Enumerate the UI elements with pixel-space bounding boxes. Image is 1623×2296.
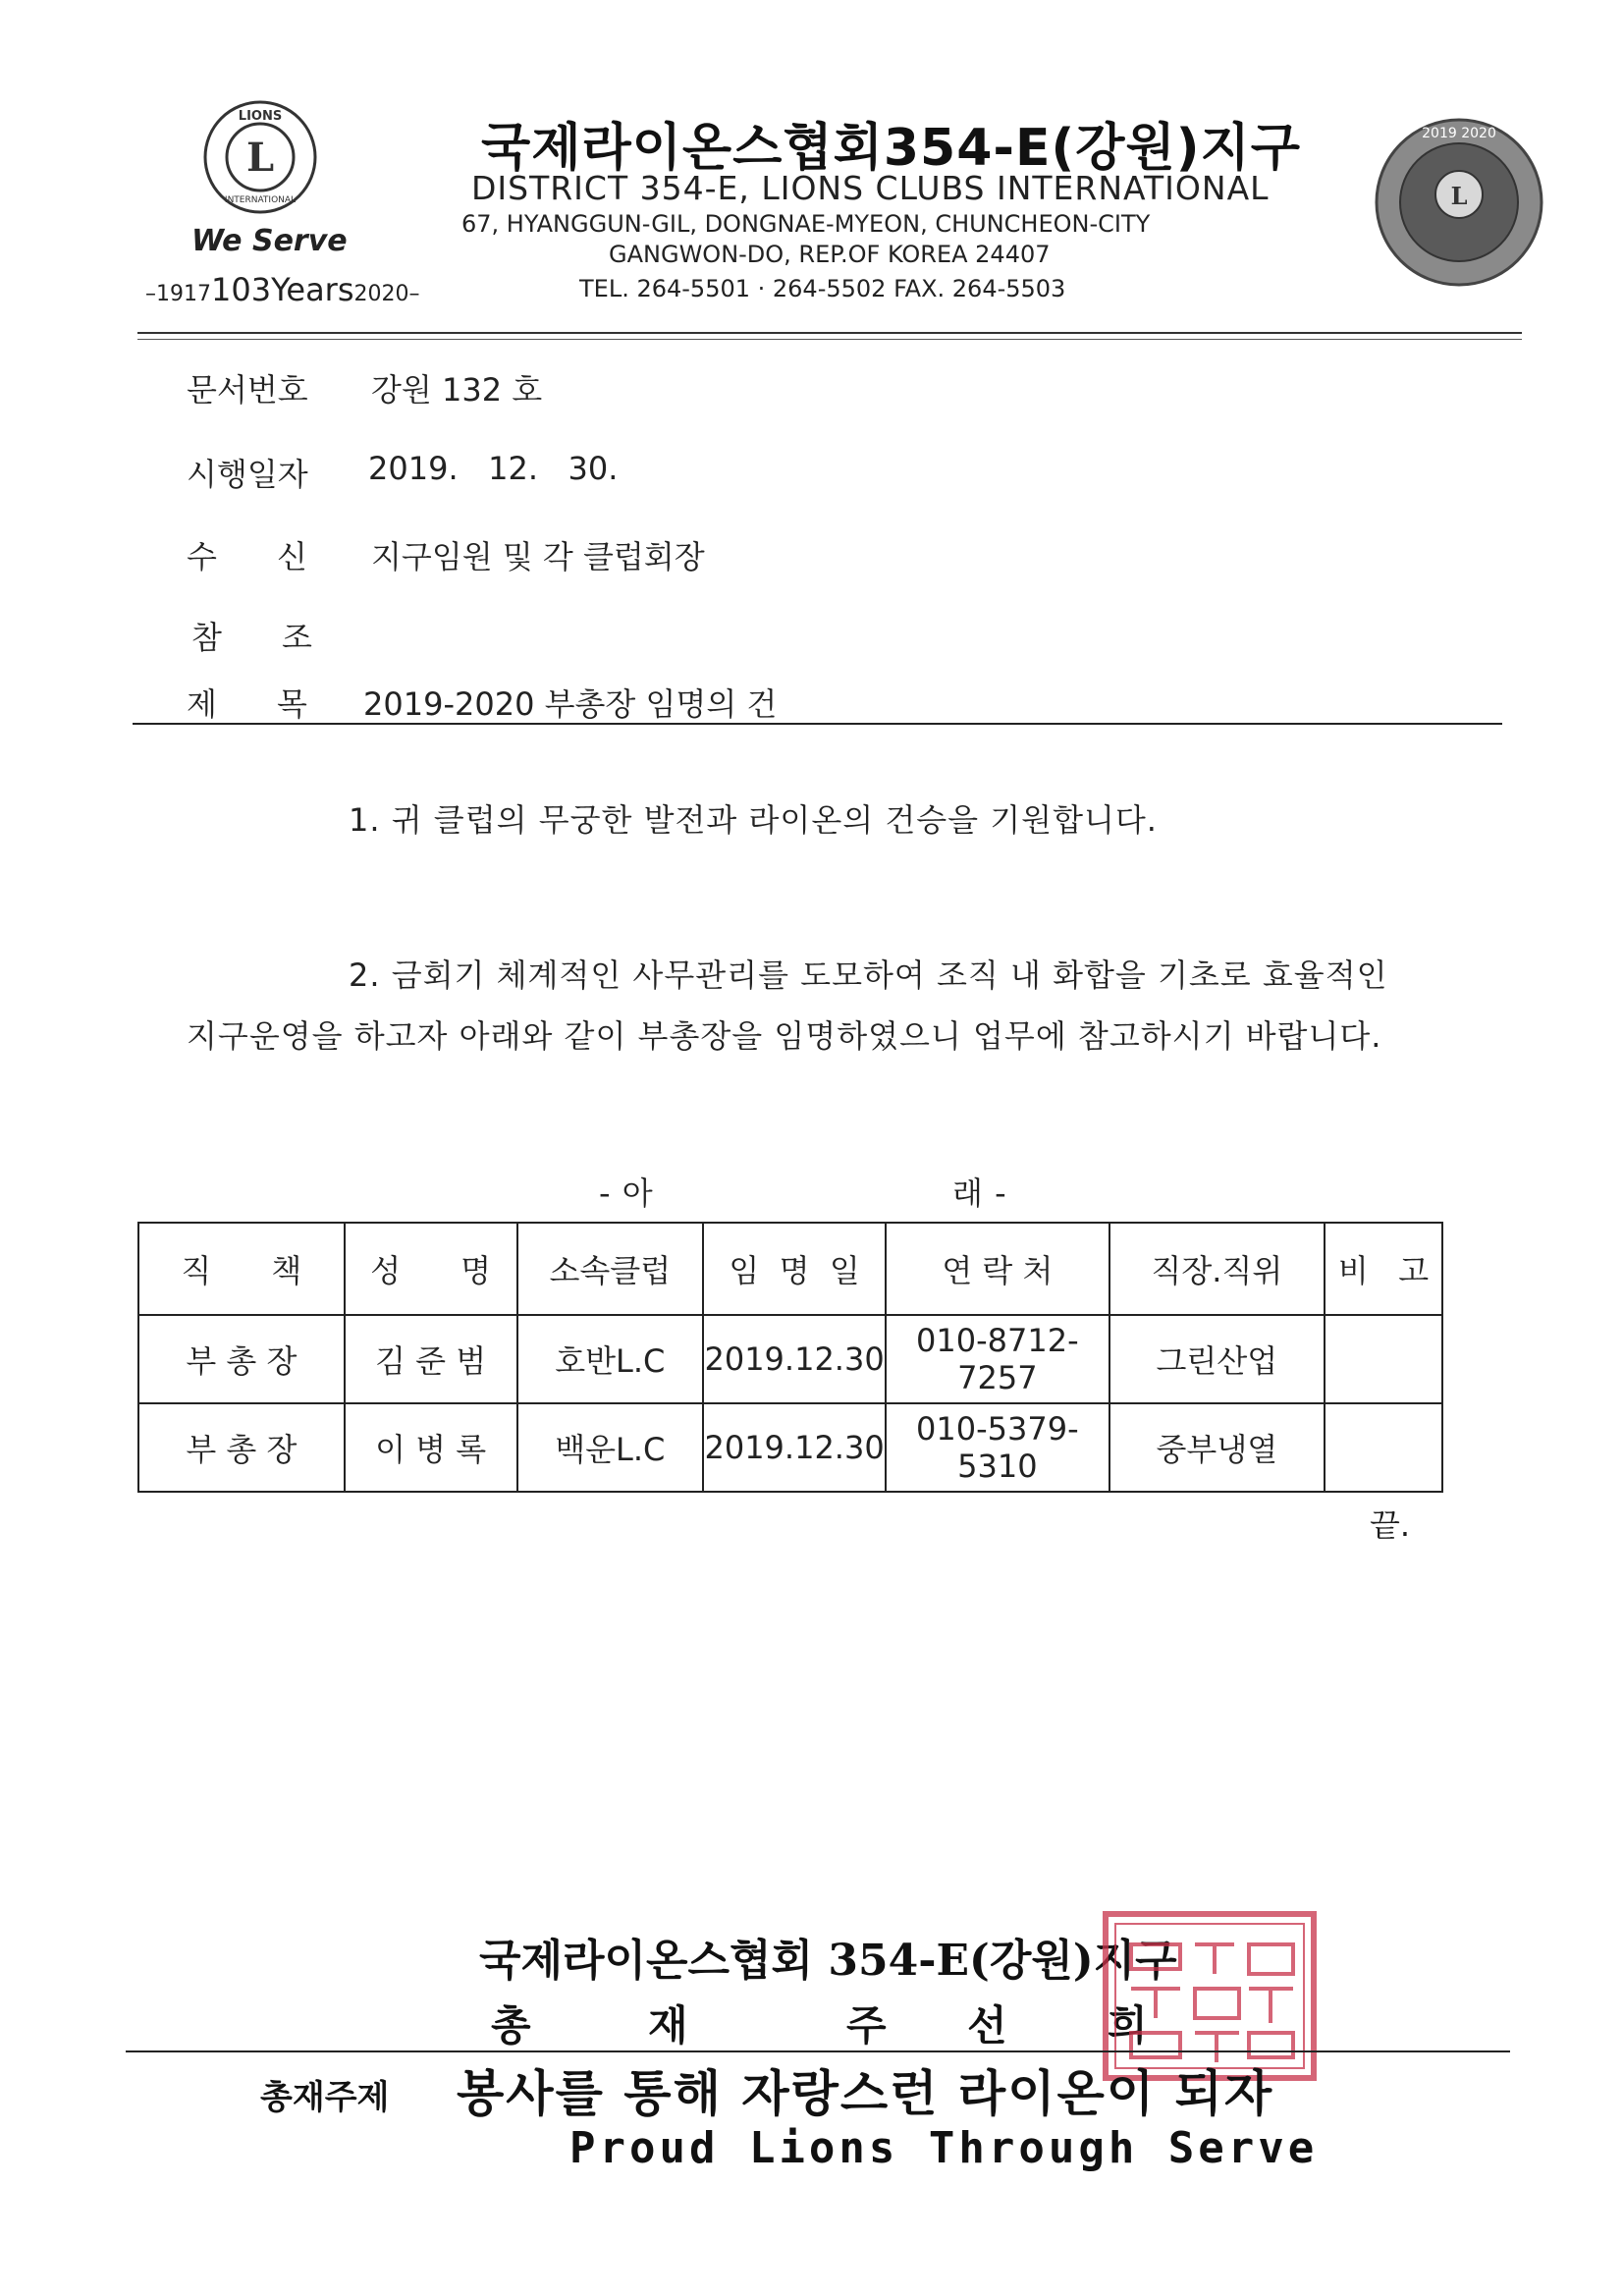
recipient-value: 지구임원 및 각 클럽회장 [371, 538, 705, 575]
cell-note [1325, 1315, 1442, 1403]
header-cell-workplace: 직장.직위 [1109, 1223, 1325, 1315]
slogan-english: Proud Lions Through Serve [569, 2123, 1319, 2173]
subject-divider [133, 723, 1502, 725]
contact-line: TEL. 264-5501 · 264-5502 FAX. 264-5503 [579, 275, 1066, 302]
cell-name: 이 병 록 [345, 1403, 517, 1492]
table-row [138, 1315, 1442, 1403]
logo-left-text: LIONS [238, 109, 283, 124]
address-line-2: GANGWON-DO, REP.OF KOREA 24407 [609, 241, 1051, 268]
slogan: 봉사를 통해 자랑스런 라이온이 되자 [457, 2065, 1274, 2122]
cell-contact: 010-5379-5310 [886, 1403, 1109, 1492]
footer-name-char-5: 희 [1108, 2001, 1148, 2050]
footer-name-char-4: 선 [967, 2001, 1007, 2050]
cell-contact: 010-8712-7257 [886, 1315, 1109, 1403]
table-header-row [138, 1223, 1442, 1315]
cell-position: 부 총 장 [138, 1403, 345, 1492]
motto: We Serve [191, 224, 348, 258]
subject-value: 2019-2020 부총장 임명의 건 [363, 685, 778, 723]
header-cell-position: 직 책 [138, 1223, 345, 1315]
lions-logo-left [191, 98, 329, 216]
header-cell-club: 소속클럽 [517, 1223, 704, 1315]
footer-name-char-3: 주 [846, 2001, 887, 2050]
footer-divider [126, 2050, 1510, 2052]
doc-number-label: 문서번호 [187, 371, 308, 409]
svg-text:L: L [245, 135, 275, 181]
table-row [138, 1403, 1442, 1492]
slogan-prefix: 총재주제 [260, 2078, 390, 2117]
cell-club: 백운L.C [517, 1403, 704, 1492]
end-mark: 끝. [1370, 1506, 1411, 1544]
footer-org: 국제라이온스협회 354-E(강원)지구 [479, 1936, 1177, 1986]
cell-date: 2019.12.30 [703, 1315, 886, 1403]
cell-note [1325, 1403, 1442, 1492]
doc-number-value: 강원 132 호 [371, 371, 543, 409]
org-title-korean: 국제라이온스협회354-E(강원)지구 [481, 119, 1301, 178]
header-divider [137, 332, 1522, 334]
svg-text:L: L [1450, 182, 1468, 210]
header-cell-date: 임 명 일 [703, 1223, 886, 1315]
cell-date: 2019.12.30 [703, 1403, 886, 1492]
below-heading-right: 래 - [952, 1175, 1007, 1212]
paragraph-1: 1. 귀 클럽의 무궁한 발전과 라이온의 건승을 기원합니다. [349, 801, 1158, 839]
address-line-1: 67, HYANGGUN-GIL, DONGNAE-MYEON, CHUNCHEON-CITY [461, 210, 1151, 238]
footer-name-char-2: 재 [648, 2001, 688, 2050]
footer-name-char-1: 총 [491, 2001, 531, 2050]
subject-label: 제 목 [187, 685, 307, 723]
cell-name: 김 준 범 [345, 1315, 517, 1403]
years-start: 1917 [156, 282, 211, 306]
years-count: 103Years [211, 271, 354, 308]
reference-label: 참 조 [191, 619, 312, 656]
date-value: 2019. 12. 30. [368, 450, 619, 487]
years-end: 2020 [353, 282, 409, 306]
org-title-english: DISTRICT 354-E, LIONS CLUBS INTERNATIONAL [471, 169, 1270, 207]
header-divider-thin [137, 339, 1522, 340]
appointment-table [137, 1222, 1443, 1493]
years-line: –1917103Years2020– [145, 271, 420, 308]
cell-workplace: 그린산업 [1109, 1315, 1325, 1403]
paragraph-2-line-2: 지구운영을 하고자 아래와 같이 부총장을 임명하였으니 업무에 참고하시기 바랍니다. [187, 1017, 1382, 1055]
cell-workplace: 중부냉열 [1109, 1403, 1325, 1492]
below-heading-left: - 아 [599, 1175, 654, 1212]
recipient-label: 수 신 [187, 538, 307, 575]
header-cell-note: 비 고 [1325, 1223, 1442, 1315]
emblem-years: 2019 2020 [1422, 126, 1496, 141]
header-cell-contact: 연 락 처 [886, 1223, 1109, 1315]
date-label: 시행일자 [187, 456, 308, 493]
logo-left-sub: INTERNATIONAL [224, 195, 297, 205]
cell-position: 부 총 장 [138, 1315, 345, 1403]
paragraph-2-line-1: 2. 금회기 체계적인 사무관리를 도모하여 조직 내 화합을 기초로 효율적인 [349, 957, 1388, 994]
cell-club: 호반L.C [517, 1315, 704, 1403]
header-cell-name: 성 명 [345, 1223, 517, 1315]
anniversary-emblem [1373, 116, 1545, 289]
